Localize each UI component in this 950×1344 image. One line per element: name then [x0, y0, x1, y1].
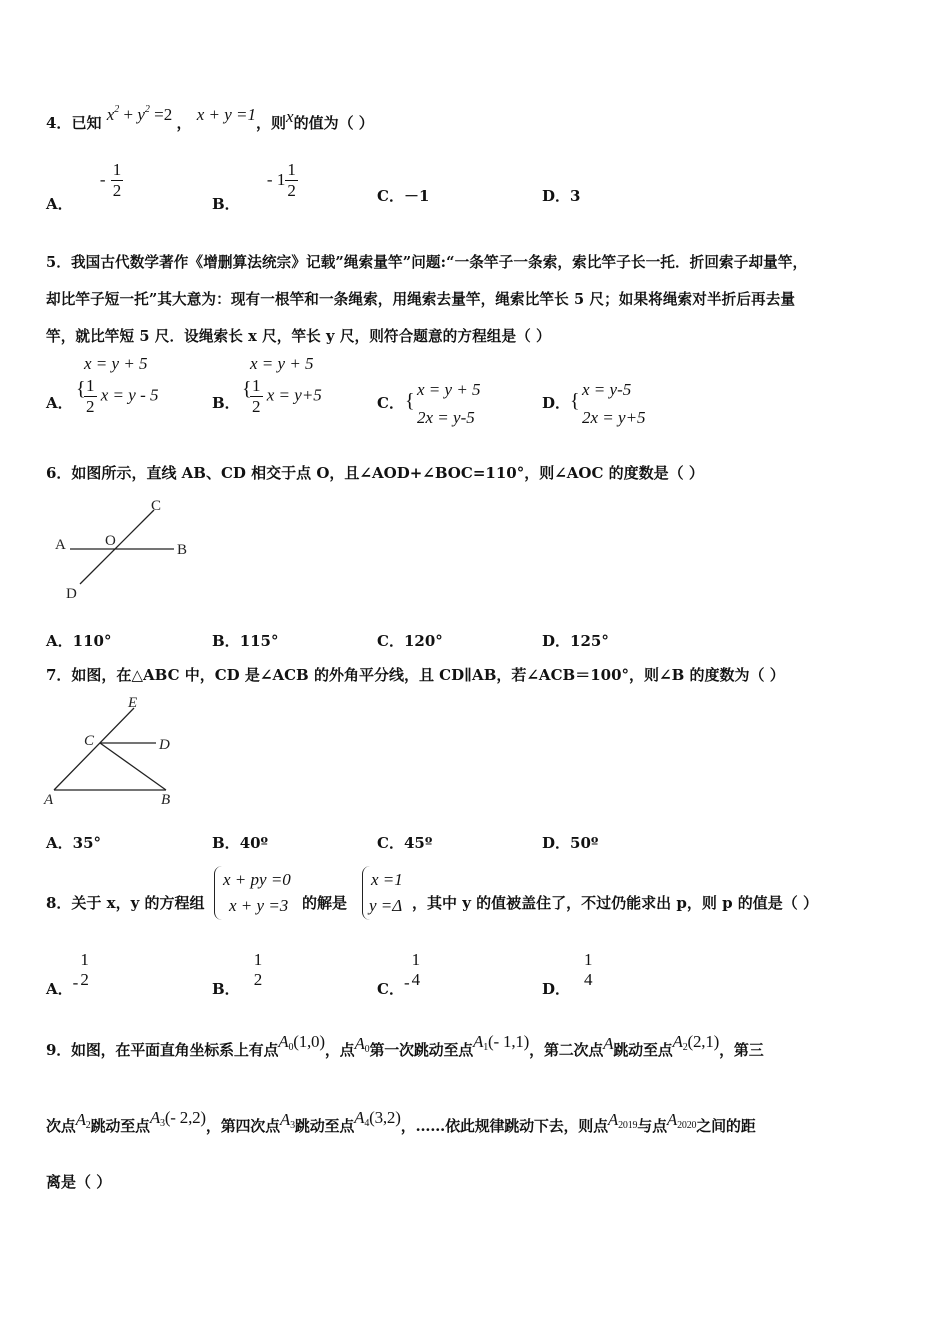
- fraction: 1 4: [411, 950, 421, 989]
- label-b: B: [161, 792, 171, 808]
- question-6-stem: 6．如图所示，直线 AB、CD 相交于点 O，且∠AOD+∠BOC=110°，则∠AOC 的度数是（ ）: [46, 464, 704, 482]
- question-9-line-2: 次点$A_2$跳动至点$A_3(-$ 2,2)，第四次点$A_3$跳动至点$A_4(3,2)$，……依此规律跳动下去，则点$A_{2019}$与点$A_{2020}$之间的距: [46, 1108, 756, 1135]
- q5-option-c[interactable]: C． { x = y + 5 2x = y-5: [377, 380, 481, 427]
- q4-option-d[interactable]: D．3: [542, 187, 581, 205]
- line-cd: [80, 510, 154, 584]
- q7-option-c[interactable]: C．45º: [377, 834, 433, 852]
- label-c: C: [84, 733, 95, 749]
- label-d: D: [66, 586, 77, 602]
- q7-option-b[interactable]: B．40º: [212, 834, 269, 852]
- q6-option-b[interactable]: B．115°: [212, 632, 279, 650]
- q6-option-c[interactable]: C．120°: [377, 632, 443, 650]
- q4-option-b[interactable]: B． - 1 $\frac{1}{2}$: [212, 160, 296, 213]
- q4-option-a[interactable]: A． - $\frac{1}{2}$: [46, 160, 122, 213]
- q6-figure: [50, 492, 200, 607]
- label-e: E: [128, 695, 138, 711]
- q5-option-a[interactable]: A． x = y + 5 { $\frac{1}{2}$ x = y - 5: [46, 354, 159, 416]
- fraction: 1 4: [584, 950, 593, 989]
- label-o: O: [105, 533, 116, 549]
- fraction: $\frac{1}{2}$: [112, 160, 122, 200]
- question-4-stem: 4．已知 $x^2 + y^2 =2$ ， x + y =1，则x的值为（ ）: [46, 104, 374, 132]
- q8-option-b[interactable]: B． 1 2: [212, 950, 263, 998]
- question-7-stem: 7．如图，在△ABC 中，CD 是∠ACB 的外角平分线，且 CD∥AB，若∠ACB＝100°，则∠B 的度数为（ ）: [46, 666, 785, 684]
- fraction: 1 2: [80, 950, 89, 989]
- segment-cb: [100, 743, 166, 790]
- fraction: 1 2: [253, 950, 263, 989]
- q8-option-a[interactable]: A．- 1 2: [46, 950, 89, 998]
- q8-system-1: x + py =0 x + y =3: [214, 866, 305, 920]
- q7-option-a[interactable]: A．35°: [46, 834, 102, 852]
- q5-option-b[interactable]: B． x = y + 5 { $\frac{1}{2}$ x = y+5: [212, 354, 322, 416]
- fraction: $\frac{1}{2}$: [287, 160, 296, 200]
- fraction: $\frac{1}{2}$: [252, 376, 261, 416]
- q4-eq1: $x^2 + y^2 =2$: [106, 104, 173, 124]
- question-9-line-1: 9．如图，在平面直角坐标系上有点$A_0(1,0)$，点$A_0$第一次跳动至点$A_1(-$ 1,1)，第二次点A跳动至点$A_2(2,1)$，第三: [46, 1032, 764, 1059]
- label-c: C: [151, 498, 162, 514]
- label-b: B: [177, 542, 188, 558]
- q8-option-c[interactable]: C．- 1 4: [377, 950, 421, 998]
- fraction: $\frac{1}{2}$: [86, 376, 95, 416]
- q6-option-d[interactable]: D．125°: [542, 632, 609, 650]
- q8-option-d[interactable]: D． 1 4: [542, 950, 593, 998]
- question-5-stem: 5．我国古代数学著作《增删算法统宗》记载”绳索量竿”问题:“一条竿子一条索，索比竿子长一托．折回索子却量竿， 却比竿子短一托”其大意为：现有一根竿和一条绳索，用绳索去量竿，绳索比竿长 5 尺；如果将绳索对半折后再去量 竿，就比竿短 5 尺．设绳索长 x 尺，竿长 y 尺，则符合题意的方程组是（ ）: [46, 254, 808, 345]
- label-d: D: [159, 737, 170, 753]
- q4-eq2: x + y =1: [196, 105, 257, 124]
- q8-system-2: x =1 y =Δ: [362, 866, 423, 920]
- segment-ac-extended: [54, 708, 134, 790]
- q4-option-c[interactable]: C．－1: [377, 187, 430, 205]
- q6-option-a[interactable]: A．110°: [46, 632, 112, 650]
- q5-option-d[interactable]: D． { x = y-5 2x = y+5: [542, 380, 646, 427]
- label-a: A: [44, 792, 54, 808]
- question-9-line-3: 离是（ ）: [46, 1173, 112, 1191]
- q7-option-d[interactable]: D．50º: [542, 834, 599, 852]
- label-a: A: [55, 537, 66, 553]
- question-8-stem: 8．关于 x，y 的方程组 x + py =0 x + y =3 的解是 x =1 y =Δ ，其中 y 的值被盖住了，不过仍能求出 p，则 p 的值是（ ）: [46, 864, 916, 924]
- q7-figure: [42, 692, 192, 812]
